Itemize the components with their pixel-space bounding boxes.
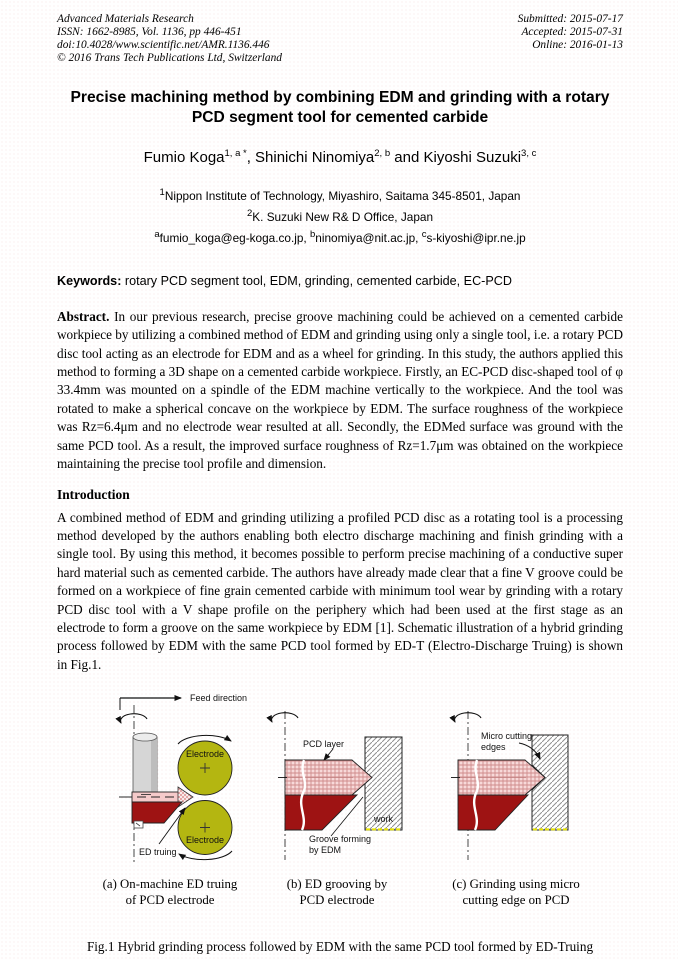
introduction-paragraph: A combined method of EDM and grinding utilizing a profiled PCD disc as a rotating tool is a processing method developed by the authors enabling both electro discharge machining and finish grinding with a single tool. By using this method, it becomes possible to perform precise machining of a conductive super hard material such as cemented carbide. The authors have already made clear that a fine V groove could be formed on a workpiece of fine grain cemented carbide with minimum tool wear by grinding with a rotary PCD disc tool with a V shape profile on the periphery which had been used at the first stage as an electrode to form a groove on the same workpiece by EDM [1]. Schematic illustration of a hybrid grinding process followed by EDM with the same PCD tool formed by ED-T (Electro-Discharge Truing) is shown in Fig.1. — [57, 509, 623, 672]
figure-1-artwork — [57, 687, 623, 867]
journal-header — [57, 0, 623, 65]
abstract: Abstract. In our previous research, precise groove machining could be achieved on a cemented carbide workpiece by utilizing a combined method of EDM and grinding using only a single tool, i.e. a rotary PCD disc tool acting as an electrode for EDM and as a wheel for grinding. In this study, the authors applied this method to forming a 3D shape on a cemented carbide workpiece. Firstly, an EC-PCD disc-shaped tool of φ 33.4mm was mounted on a spindle of the EDM machine vertically to the workpiece. And the tool was rotated to make a spherical concave on the workpiece by EDM. The surface roughness of the workpiece was Rz=6.4μm and no electrode wear resulted at all. Secondly, the EDMed surface was ground with the same PCD tool. As a result, the improved surface roughness of Rz=1.7μm was obtained on the workpiece maintaining the precise tool profile and dimension. — [57, 308, 623, 472]
electrode-top-label: Electrode — [185, 749, 225, 760]
paper-title: Precise machining method by combining EDM and grinding with a rotary PCD segment tool for cemented carbide — [70, 89, 610, 126]
abstract-label: Abstract. — [57, 308, 110, 324]
diagram-b-ed-grooving — [271, 711, 402, 860]
online-date: Online: 2016-01-13 — [532, 39, 623, 51]
micro-cutting-label-1: Micro cutting — [481, 731, 533, 742]
groove-label-2: by EDM — [309, 845, 342, 856]
subcaption-c: (c) Grinding using micro cutting edge on PCD — [452, 877, 580, 908]
journal-issn: ISSN: 1662-8985, Vol. 1136, pp 446-451 — [57, 26, 242, 38]
subcaption-b: (b) ED grooving by PCD electrode — [286, 877, 388, 908]
journal-name: Advanced Materials Research — [57, 13, 194, 25]
accepted-date: Accepted: 2015-07-31 — [521, 26, 623, 38]
affiliation-2: $^2$K. Suzuki New R& D Office, Japan — [246, 207, 434, 224]
figure-subcaptions — [57, 876, 623, 914]
affiliation-1: $^1$Nippon Institute of Technology, Miyashiro, Saitama 345-8501, Japan — [159, 187, 521, 203]
author-line: Fumio Koga$^{1, a *}$, Shinichi Ninomiya$^{2, b}$ and Kiyoshi Suzuki$^{3, c}$ — [143, 148, 537, 166]
spindle-top — [133, 733, 157, 741]
pcd-disc-body-c — [458, 795, 528, 830]
submitted-date: Submitted: 2015-07-17 — [517, 13, 623, 25]
journal-info — [57, 13, 282, 65]
figure-caption: Fig.1 Hybrid grinding process followed by EDM with the same PCD tool formed by ED-Truing — [86, 939, 594, 955]
author-1: Fumio Koga — [143, 149, 225, 166]
groove-label-1: Groove forming — [309, 834, 372, 845]
diagram-a-ed-truing — [119, 693, 247, 863]
keywords-line: Keywords: rotary PCD segment tool, EDM, grinding, cemented carbide, EC-PCD — [57, 273, 512, 288]
micro-cutting-label-2: edges — [481, 742, 506, 753]
pcd-layer-arrow — [324, 749, 333, 760]
section-heading-introduction: Introduction — [57, 486, 130, 502]
subcaption-a: (a) On-machine ED truing of PCD electrode — [102, 877, 238, 908]
diagram-c-grinding — [451, 711, 568, 860]
electrode-bottom-label: Electrode — [185, 835, 225, 846]
author-3: and Kiyoshi Suzuki — [390, 149, 522, 166]
feed-direction-label: Feed direction — [190, 693, 248, 704]
keywords-label: Keywords: — [57, 273, 122, 288]
pcd-disc-body-a — [132, 802, 182, 823]
journal-copyright: © 2016 Trans Tech Publications Ltd, Switzerland — [57, 52, 282, 64]
figure-1 — [57, 687, 623, 955]
pcd-disc-body-b — [285, 795, 357, 830]
submission-dates — [518, 13, 623, 65]
journal-doi: doi:10.4028/www.scientific.net/AMR.1136.446 — [57, 39, 270, 51]
pcd-layer-label: PCD layer — [303, 739, 345, 750]
work-label: work — [374, 814, 394, 825]
author-emails: $^a$fumio_koga@eg-koga.co.jp, $^b$ninomiya@nit.ac.jp, $^c$s-kiyoshi@ipr.ne.jp — [154, 228, 526, 245]
ed-truing-label: ED truing — [139, 847, 177, 858]
author-2: , Shinichi Ninomiya — [246, 149, 375, 166]
